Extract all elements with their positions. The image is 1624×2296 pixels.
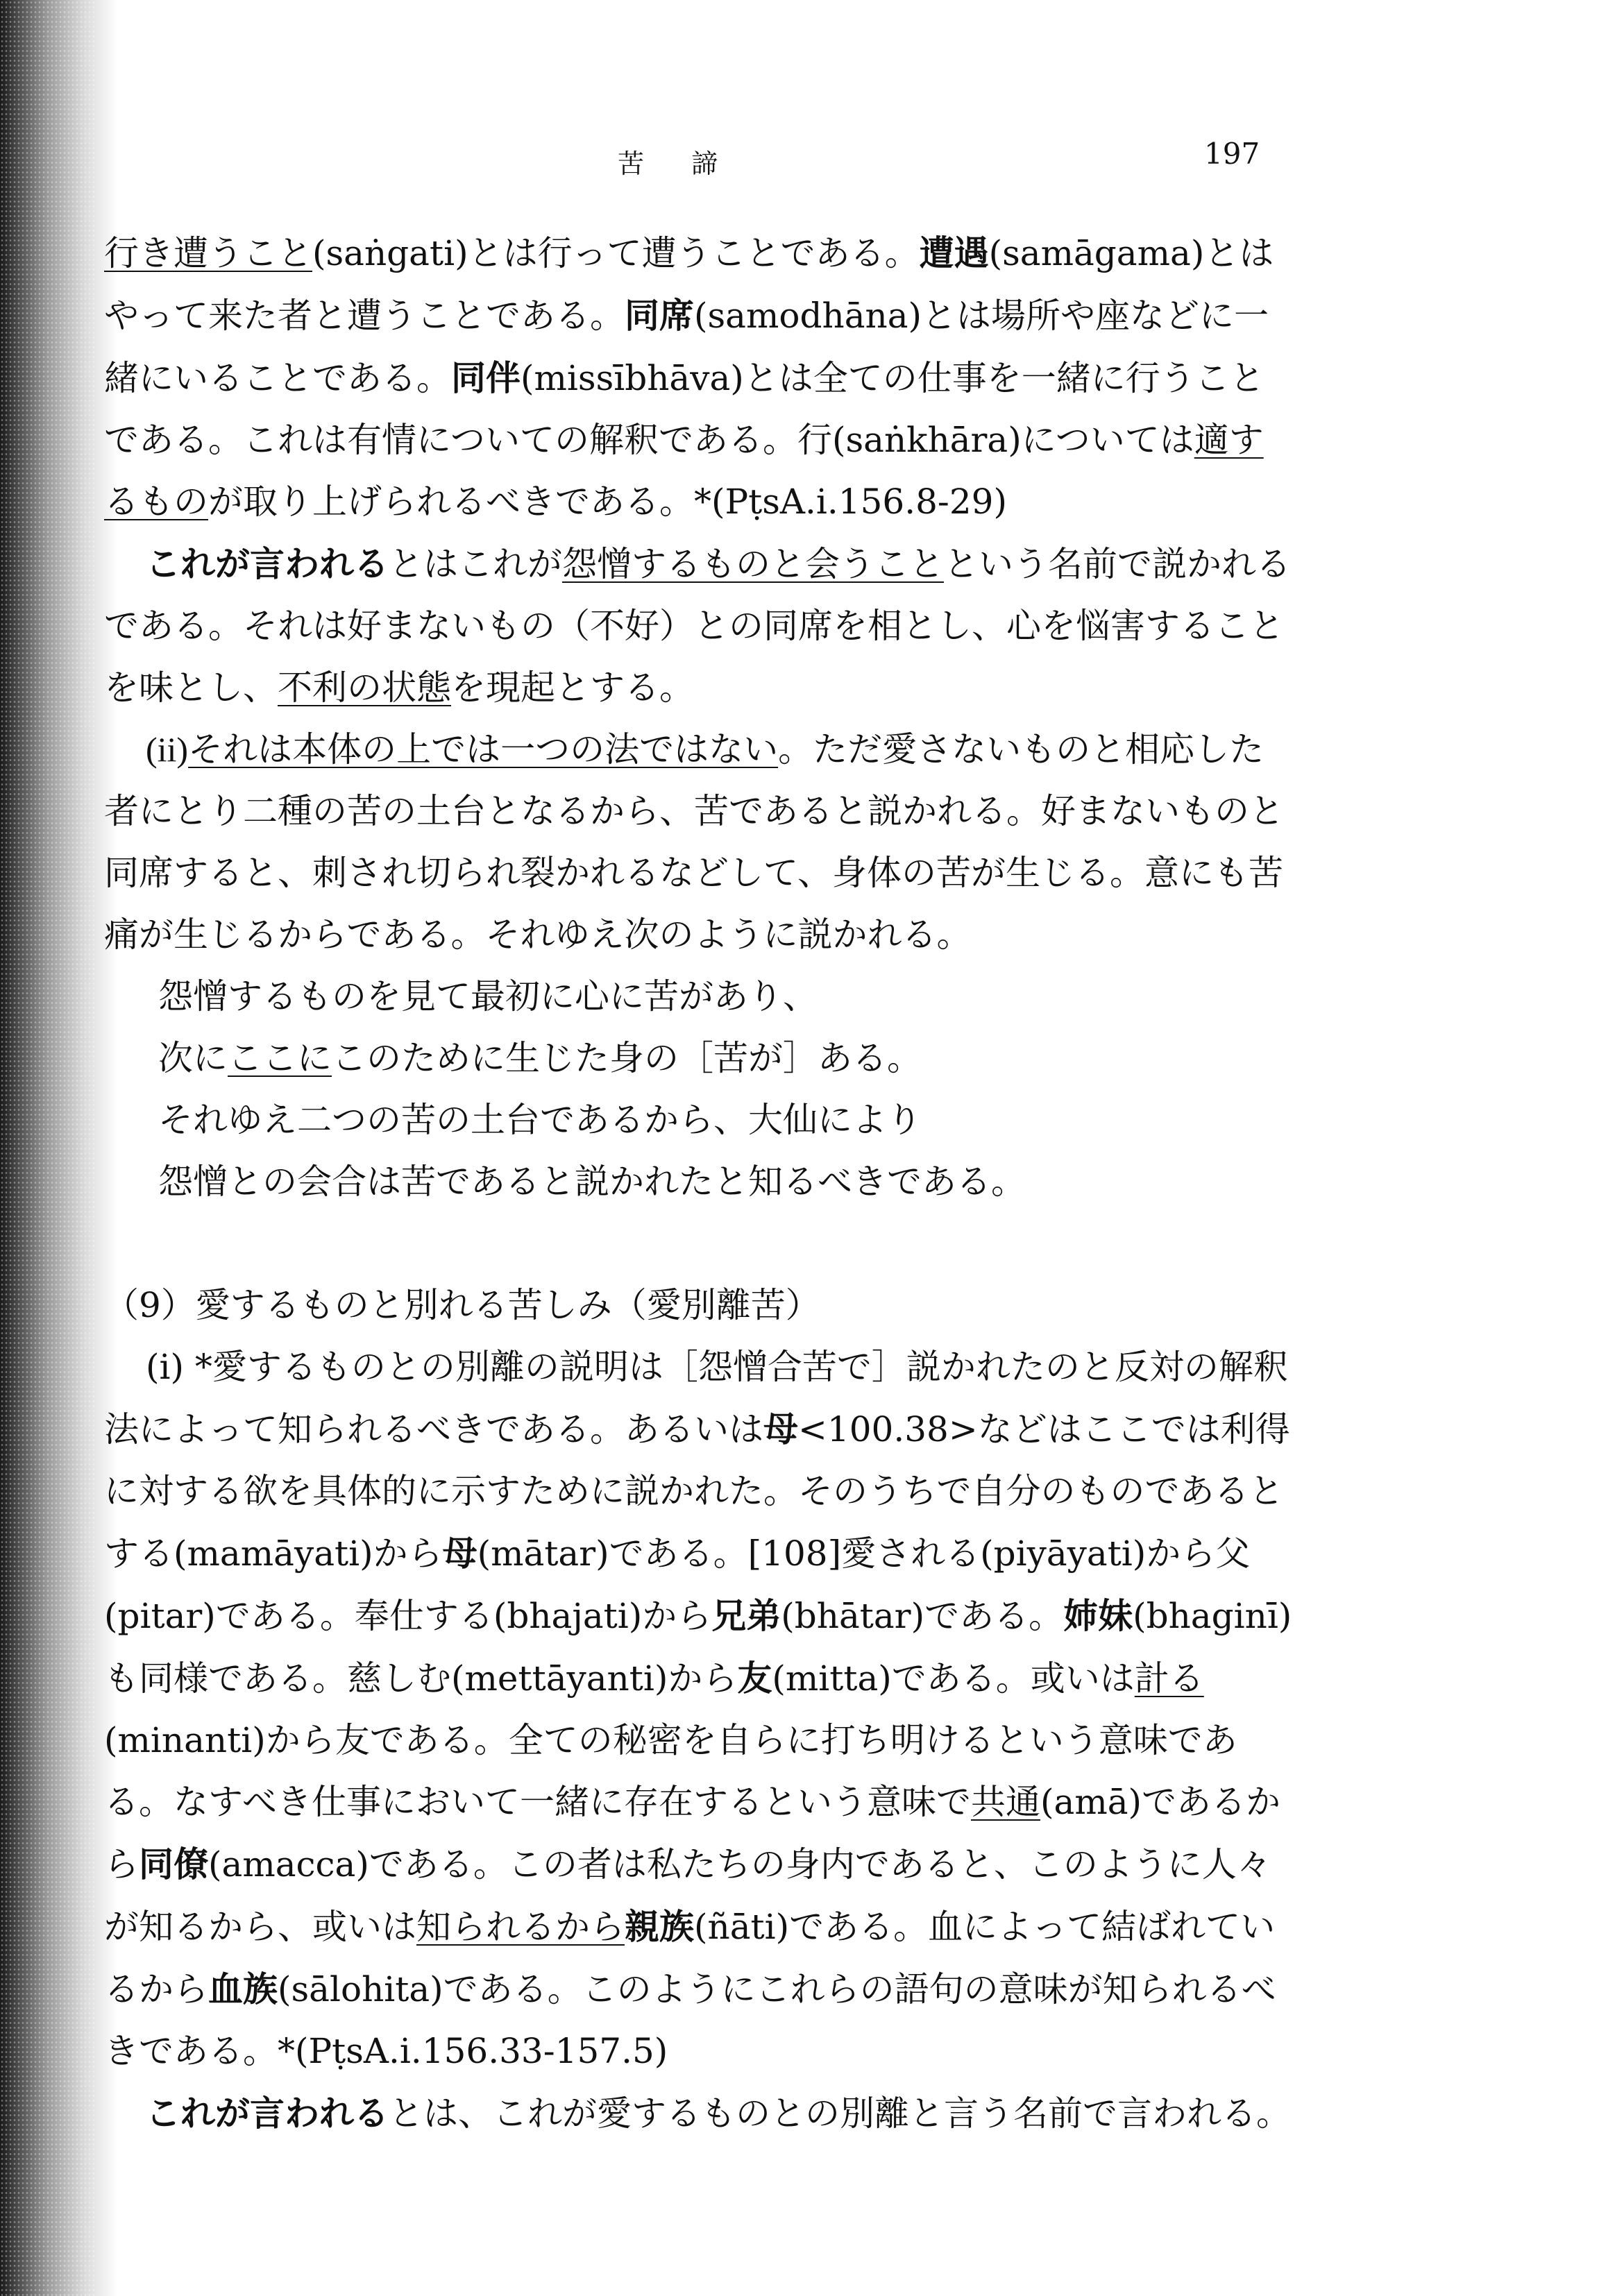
text-run: 次に bbox=[158, 1038, 228, 1078]
paragraph-kore-ga bbox=[104, 2082, 1298, 2145]
text-run: (mitta)である。或いは bbox=[772, 1658, 1135, 1699]
text-run: (samodhāna)とは場所や座などに一緒にいることである。 bbox=[104, 296, 1269, 398]
paragraph-i bbox=[104, 1336, 1298, 2082]
text-run: が取り上げられるべきである。*(PṭsA.i.156.8-29) bbox=[208, 482, 1007, 522]
text-run: (i) *愛するものとの別離の説明は［怨憎合苦で］説かれたのと反対の解釈法によって知られるべきである。あるいは bbox=[104, 1347, 1288, 1449]
underlined-term: 不利の状態 bbox=[278, 667, 451, 708]
text-run: (minanti)から友である。全ての秘密を自らに打ち明けるという意味である。なすべき仕事において一緒に存在するという意味で bbox=[104, 1720, 1237, 1822]
bold-term: 母 bbox=[763, 1409, 798, 1449]
running-title: 苦 諦 bbox=[618, 148, 738, 179]
paragraph-ii bbox=[104, 719, 1298, 966]
text-run: このために生じた身の［苦が］ある。 bbox=[332, 1038, 922, 1078]
page-body bbox=[104, 222, 1298, 2145]
underlined-term: それは本体の上では一つの法ではない bbox=[188, 729, 779, 769]
bold-term: 友 bbox=[737, 1658, 772, 1699]
bold-term: 同僚 bbox=[139, 1844, 208, 1885]
text-run: (amacca)である。この者は私たちの身内であると、このように人々が知るから、或いは bbox=[104, 1844, 1271, 1947]
text-run: を現起とする。 bbox=[451, 667, 694, 708]
verse-line: それゆえ二つの苦の土台であるから、大仙により bbox=[158, 1100, 922, 1140]
paragraph-enzou bbox=[104, 533, 1298, 719]
text-run: (bhaginī)も同様である。慈しむ(mettāyanti)から bbox=[104, 1596, 1292, 1699]
paragraph-sangati bbox=[104, 222, 1298, 533]
binding-speckle bbox=[0, 0, 97, 2296]
underlined-term: 怨憎するものと会うこと bbox=[562, 544, 944, 584]
underlined-term: 適するもの bbox=[104, 420, 1264, 522]
underlined-term: 知られるから bbox=[416, 1907, 625, 1947]
bold-term: 同伴 bbox=[451, 357, 521, 398]
text-run: (saṅgati)とは行って遭うことである。 bbox=[312, 233, 920, 273]
section-heading: （9）愛するものと別れる苦しみ（愛別離苦） bbox=[104, 1285, 820, 1325]
bold-term: 兄弟 bbox=[711, 1595, 781, 1636]
text-run: (ñāti)である。血によって結ばれているから bbox=[104, 1907, 1276, 2009]
text-run: とはこれが bbox=[389, 544, 562, 584]
verse-block bbox=[104, 966, 1298, 1213]
text-run: (missībhāva)とは全ての仕事を一緒に行うことである。これは有情についての解釈である。行(saṅkhāra)については bbox=[104, 358, 1264, 460]
text-run: という名前で説かれるである。それは好まないもの（不好）との同席を相とし、心を悩害することを味とし、 bbox=[104, 544, 1291, 708]
verse-line: 怨憎するものを見て最初に心に苦があり、 bbox=[158, 976, 818, 1017]
text-run: (sālohita)である。このようにこれらの語句の意味が知られるべきである。*(PṭsA.i.156.33-157.5) bbox=[104, 1969, 1276, 2071]
section-marker: (ii) bbox=[146, 730, 189, 769]
bold-term: 親族 bbox=[625, 1906, 694, 1947]
underlined-term: 計る bbox=[1134, 1658, 1204, 1699]
verse-line: 怨憎との会合は苦であると説かれたと知るべきである。 bbox=[158, 1162, 1026, 1202]
bold-term: 姉妹 bbox=[1063, 1595, 1133, 1636]
page-header bbox=[0, 137, 1624, 191]
bold-term: 同席 bbox=[625, 295, 694, 336]
text-run: (amā)であるから bbox=[104, 1782, 1281, 1885]
underlined-term: ここに bbox=[228, 1038, 332, 1078]
bold-term: 遭遇 bbox=[919, 232, 989, 273]
verse-line bbox=[158, 1028, 1298, 1089]
text-run: <100.38>などはここでは利得に対する欲を具体的に示すために説かれた。そのうちで自分のものであるとする(mamāyati)から bbox=[104, 1409, 1290, 1574]
underlined-term: 行き遭うこと bbox=[104, 233, 312, 273]
underlined-term: 共通 bbox=[971, 1782, 1040, 1822]
text-run: (mātar)である。[108]愛される(piyāyati)から父(pitar)である。奉仕する(bhajati)から bbox=[104, 1533, 1251, 1636]
text-run: (samāgama)とはやって来た者と遭うことである。 bbox=[104, 233, 1274, 336]
text-run: とは、これが愛するものとの別離と言う名前で言われる。 bbox=[389, 2093, 1291, 2134]
bold-term: これが言われる bbox=[146, 543, 389, 584]
bold-term: 血族 bbox=[208, 1968, 278, 2009]
text-run: 。ただ愛さないものと相応した者にとり二種の苦の土台となるから、苦であると説かれる。好まないものと同席すると、刺され切られ裂かれるなどして、身体の苦が生じる。意にも苦痛が生じるからである。それゆえ次のように説かれる。 bbox=[104, 729, 1284, 955]
text-run: (bhātar)である。 bbox=[781, 1596, 1064, 1636]
bold-term: 母 bbox=[442, 1533, 477, 1574]
bold-term: これが言われる bbox=[146, 2093, 389, 2134]
page-number: 197 bbox=[1204, 137, 1260, 171]
